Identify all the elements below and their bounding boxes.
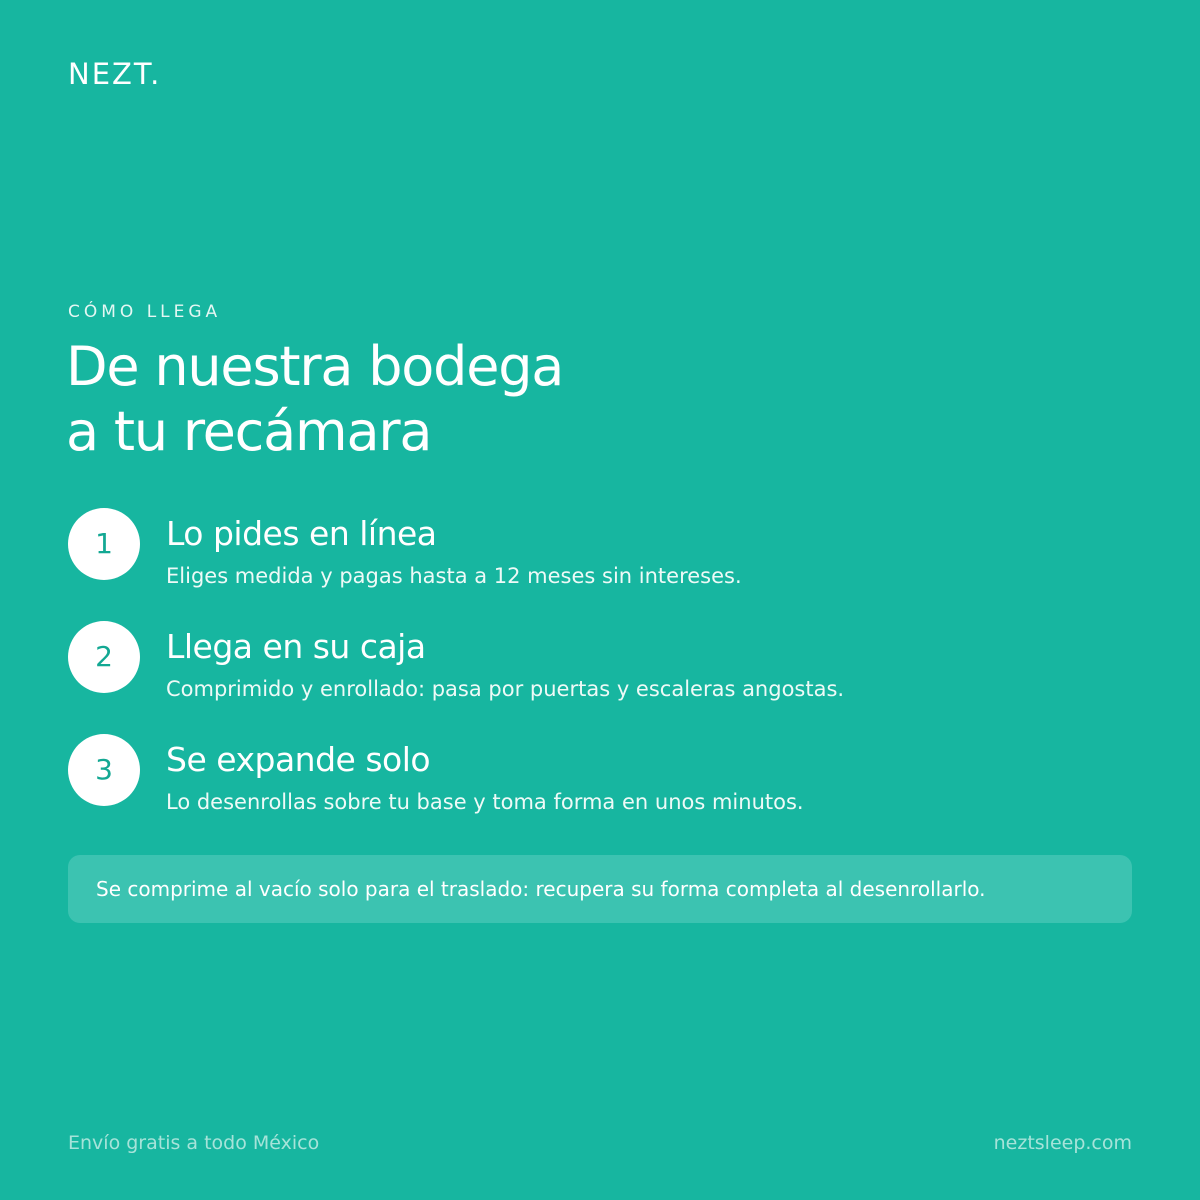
page-title-line-1: De nuestra bodega [66,335,564,398]
step-number-badge: 2 [68,621,140,693]
footer-shipping-text: Envío gratis a todo México [68,1132,320,1154]
step-item-1 [68,508,1132,621]
step-item-2 [68,621,1132,734]
step-title: Se expande solo [166,740,431,779]
step-title: Lo pides en línea [166,514,437,553]
info-note: Se comprime al vacío solo para el traslado: recupera su forma completa al desenrollarlo. [68,855,1132,923]
section-eyebrow: CÓMO LLEGA [68,302,222,322]
footer-website-link[interactable]: neztsleep.com [993,1132,1132,1154]
step-description: Lo desenrollas sobre tu base y toma forma en unos minutos. [166,790,804,814]
step-description: Eliges medida y pagas hasta a 12 meses sin intereses. [166,564,742,588]
steps-list [68,508,1132,847]
step-number-badge: 3 [68,734,140,806]
step-description: Comprimido y enrollado: pasa por puertas y escaleras angostas. [166,677,845,701]
step-number-badge: 1 [68,508,140,580]
step-item-3 [68,734,1132,847]
page-title-line-2: a tu recámara [66,400,432,463]
page-title [66,334,966,464]
step-title: Llega en su caja [166,627,426,666]
brand-logo: NEZT. [68,57,162,91]
